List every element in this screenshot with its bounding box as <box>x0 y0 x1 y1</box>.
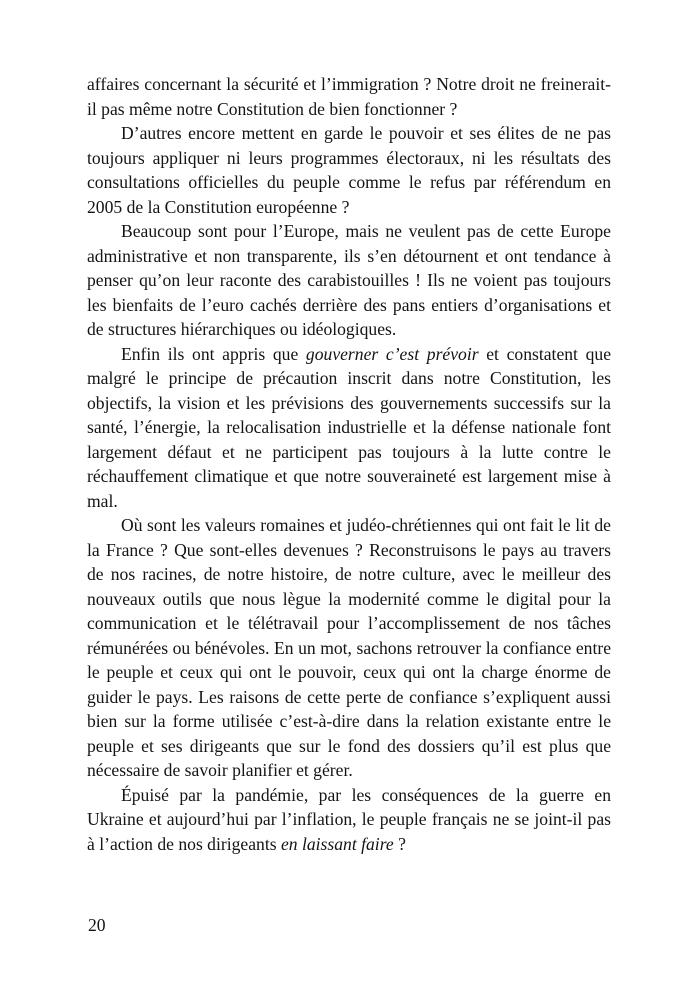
body-text <box>87 72 611 856</box>
paragraph: Beaucoup sont pour l’Europe, mais ne veulent pas de cette Europe administrative et non transparente, ils s’en détournent et ont tendance à penser qu’on leur raconte des carabistouilles ! Ils ne voient pas toujours les bienfaits de l’euro cachés derrière des pans entiers d’organisations et de structures hiérarchiques ou idéologiques. <box>87 221 611 339</box>
emphasis-text: en laissant faire <box>280 833 394 854</box>
paragraph-text: et constatent que malgré le principe de précaution inscrit dans notre Constitution, les objectifs, la vision et les prévisions des gouvernements successifs sur la santé, l’énergie, la relocalisation industrielle et la défense nationale font largement défaut et ne participent pas toujours à la lutte contre le réchauffement climatique et que notre souveraineté est largement mise à mal. <box>87 343 611 511</box>
paragraph-text: Épuisé par la pandémie, par les conséquences de la guerre en Ukraine et aujourd’hui par l’inflation, le peuple français ne se joint-il pas à l’action de nos dirigeants <box>87 784 611 854</box>
emphasis-text: gouverner c’est prévoir <box>305 343 479 364</box>
paragraph <box>87 342 611 514</box>
paragraph: D’autres encore mettent en garde le pouvoir et ses élites de ne pas toujours appliquer ni leurs programmes électoraux, ni les résultats des consultations officielles du peuple comme le refus par référendum en 2005 de la Constitution européenne ? <box>87 123 611 217</box>
paragraph <box>87 783 611 857</box>
paragraph-text: ? <box>393 833 406 854</box>
paragraph: Où sont les valeurs romaines et judéo-chrétiennes qui ont fait le lit de la France ? Que sont-elles devenues ? Reconstruisons le pays au travers de nos racines, de notre histoire, de notre culture, avec le meilleur des nouveaux outils que nous lègue la modernité comme le digital pour la communication et le télétravail pour l’accomplissement de nos tâches rémunérées ou bénévoles. En un mot, sachons retrouver la confiance entre le peuple et ceux qui ont le pouvoir, ceux qui ont la charge énorme de guider le pays. Les raisons de cette perte de confiance s’expliquent aussi bien sur la forme utilisée c’est-à-dire dans la relation existante entre le peuple et ses dirigeants que sur le fond des dossiers qu’il est plus que nécessaire de savoir planifier et gérer. <box>87 515 611 780</box>
page-number: 20 <box>88 915 106 935</box>
paragraph-continued: affaires concernant la sécurité et l’immigration ? Notre droit ne freinerait-il pas même notre Constitution de bien fonctionner ? <box>87 74 611 119</box>
paragraph-text: Enfin ils ont appris que <box>121 343 306 364</box>
